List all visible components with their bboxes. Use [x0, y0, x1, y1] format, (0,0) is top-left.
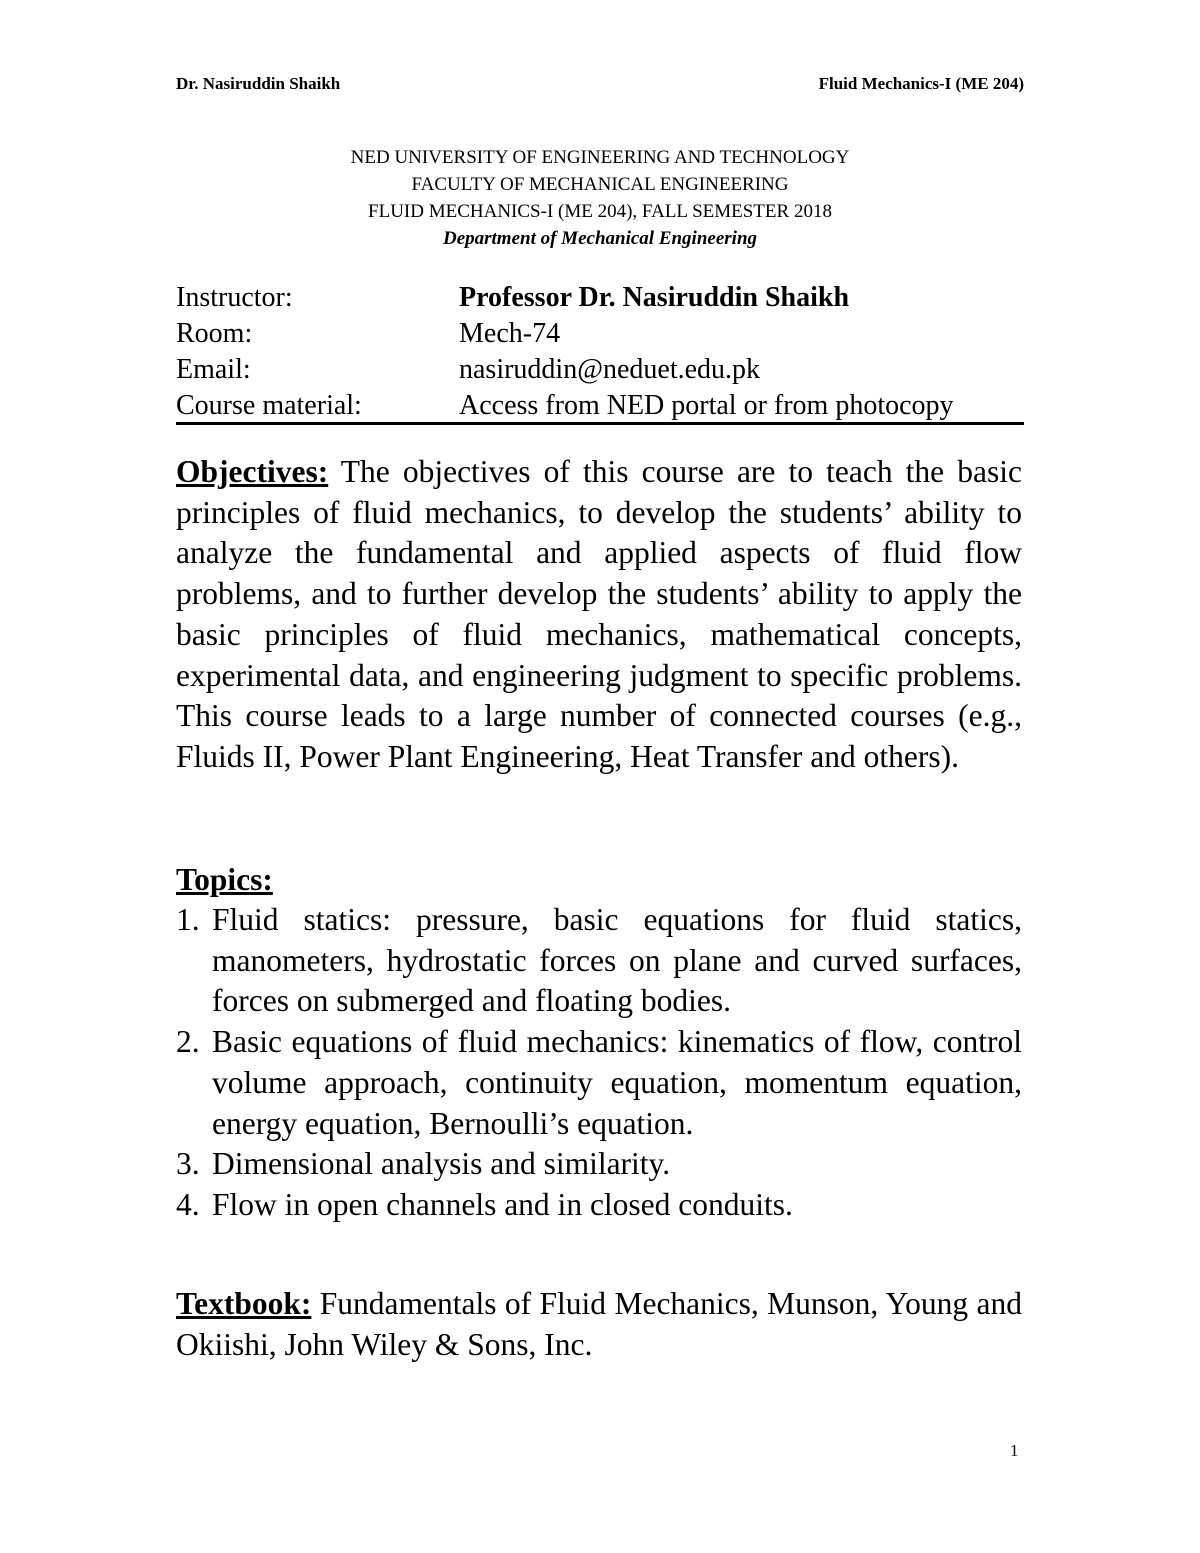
topics-heading: Topics: — [176, 862, 273, 897]
info-row-course-material — [176, 388, 1024, 424]
course-material-value: Access from NED portal or from photocopy — [459, 390, 954, 421]
topic-number: 1. — [176, 902, 200, 937]
header-course: Fluid Mechanics-I (ME 204) — [818, 74, 1024, 93]
course-info-table — [176, 280, 1024, 424]
info-label: Email: — [176, 354, 251, 385]
topic-item — [176, 1144, 1022, 1185]
topic-text: Flow in open channels and in closed conduits. — [212, 1186, 793, 1222]
info-row-email — [176, 352, 1024, 388]
topic-text: Dimensional analysis and similarity. — [212, 1146, 671, 1182]
info-label: Room: — [176, 318, 253, 349]
topics-heading-block — [176, 860, 273, 901]
topic-number: 2. — [176, 1024, 200, 1060]
objectives-section — [176, 452, 1022, 778]
horizontal-rule — [176, 422, 1024, 425]
topic-text: Basic equations of fluid mechanics: kinematics of flow, control volume approach, continuity equation, momentum equation, energy equation, Bernoulli’s equation. — [212, 1024, 1022, 1141]
info-label: Course material: — [176, 390, 362, 421]
running-header — [176, 72, 1024, 96]
topic-item — [176, 900, 1022, 1022]
room-value: Mech-74 — [459, 318, 561, 349]
textbook-section — [176, 1284, 1022, 1365]
header-author: Dr. Nasiruddin Shaikh — [176, 74, 341, 93]
textbook-heading: Textbook: — [176, 1286, 312, 1321]
topic-number: 4. — [176, 1186, 200, 1222]
title-block — [0, 144, 1200, 252]
university-name: NED UNIVERSITY OF ENGINEERING AND TECHNOLOGY — [350, 147, 850, 168]
instructor-name: Professor Dr. Nasiruddin Shaikh — [459, 282, 850, 313]
topic-item — [176, 1185, 1022, 1226]
page-number: 1 — [1010, 1441, 1019, 1460]
course-term: FLUID MECHANICS-I (ME 204), FALL SEMESTER 2018 — [368, 201, 832, 222]
info-label: Instructor: — [176, 282, 293, 313]
email-value: nasiruddin@neduet.edu.pk — [459, 354, 761, 385]
faculty-name: FACULTY OF MECHANICAL ENGINEERING — [411, 174, 789, 195]
objectives-heading: Objectives: — [176, 454, 329, 489]
topic-number: 3. — [176, 1146, 200, 1182]
topics-list — [176, 900, 1022, 1226]
topic-text: Fluid statics: pressure, basic equations for fluid statics, manometers, hydrostatic forces on plane and curved surfaces, forces on submerged and floating bodies. — [212, 902, 1022, 1019]
department-name: Department of Mechanical Engineering — [442, 228, 758, 249]
info-row-instructor — [176, 280, 1024, 316]
objectives-text: The objectives of this course are to teach the basic principles of fluid mechanics, to develop the students’ ability to analyze the fundamental and applied aspects of fluid flow problems, and to further develop the students’ ability to apply the basic principles of fluid mechanics, mathematical concepts, experimental data, and engineering judgment to specific problems. This course leads to a large number of connected courses (e.g., Fluids II, Power Plant Engineering, Heat Transfer and others). — [176, 454, 1022, 774]
textbook-text: Fundamentals of Fluid Mechanics, Munson, Young and Okiishi, John Wiley & Sons, Inc. — [176, 1286, 1023, 1362]
info-row-room — [176, 316, 1024, 352]
topic-item — [176, 1022, 1022, 1144]
